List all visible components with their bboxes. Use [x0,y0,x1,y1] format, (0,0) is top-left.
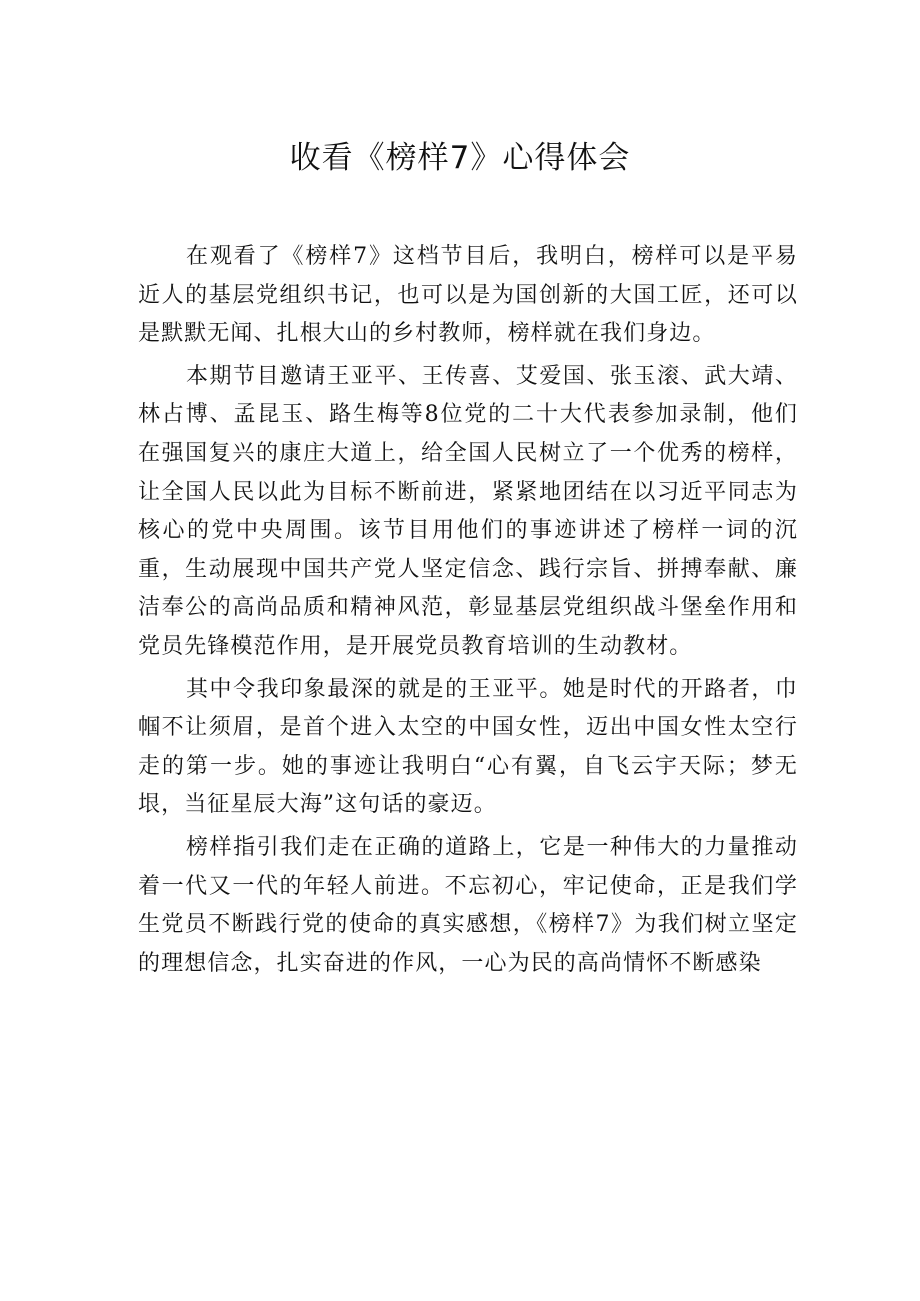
paragraph-3: 其中令我印象最深的就是的王亚平。她是时代的开路者，巾帼不让须眉，是首个进入太空的中国女性，迈出中国女性太空行走的第一步。她的事迹让我明白“心有翼，自飞云宇天际；梦无垠，当征星辰大海”这句话的豪迈。 [138,676,798,818]
paragraph-1: 在观看了《榜样7》这档节目后，我明白，榜样可以是平易近人的基层党组织书记，也可以是为国创新的大国工匠，还可以是默默无闻、扎根大山的乡村教师，榜样就在我们身边。 [138,244,798,347]
document-body [138,238,798,987]
paragraph-4: 榜样指引我们走在正确的道路上，它是一种伟大的力量推动着一代又一代的年轻人前进。不忘初心，牢记使命，正是我们学生党员不断践行党的使命的真实感想，《榜样7》为我们树立坚定的理想信念，扎实奋进的作风，一心为民的高尚情怀不断感染 [138,834,798,976]
paragraph-2: 本期节目邀请王亚平、王传喜、艾爱国、张玉滚、武大靖、林占博、孟昆玉、路生梅等8位党的二十大代表参加录制，他们在强国复兴的康庄大道上，给全国人民树立了一个优秀的榜样，让全国人民以此为目标不断前进，紧紧地团结在以习近平同志为核心的党中央周围。该节目用他们的事迹讲述了榜样一词的沉重，生动展现中国共产党人坚定信念、践行宗旨、拼搏奉献、廉洁奉公的高尚品质和精神风范，彰显基层党组织战斗堡垒作用和党员先锋模范作用，是开展党员教育培训的生动教材。 [138,363,798,659]
document-title: 收看《榜样7》心得体会 [289,140,631,176]
